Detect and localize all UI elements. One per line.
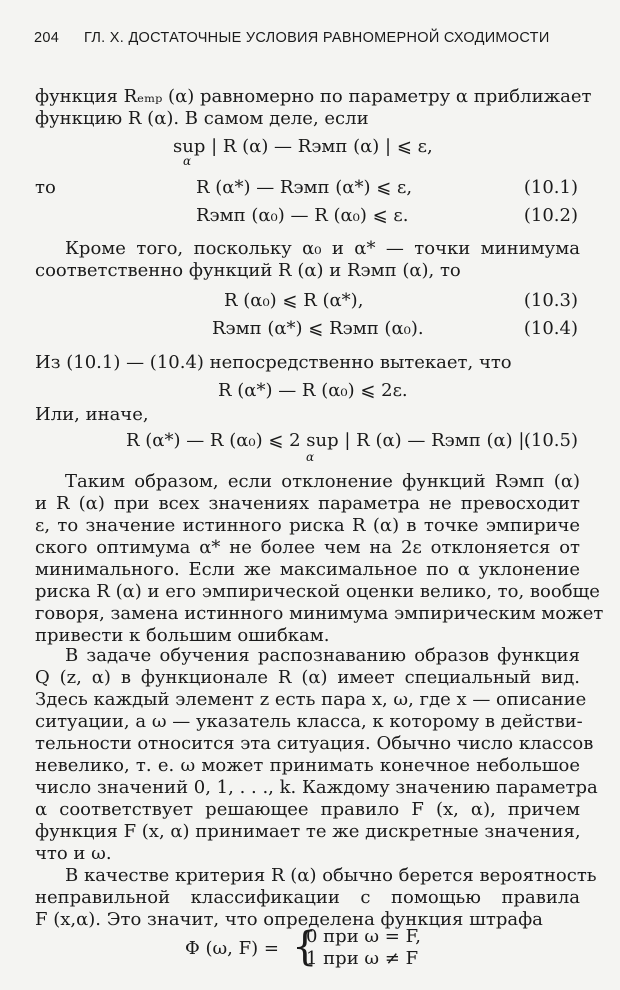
text-line: Кроме того, поскольку α₀ и α* — точки минимума bbox=[65, 238, 580, 259]
case-line: 1 при ω ≠ F bbox=[306, 948, 419, 969]
cases-brace: { bbox=[292, 924, 318, 970]
text-line: Таким образом, если отклонение функций Rэмп (α) bbox=[65, 471, 580, 492]
equation-number: (10.2) bbox=[523, 205, 578, 226]
text-line: соответственно функций R (α) и Rэмп (α), то bbox=[35, 260, 461, 281]
text-line: невелико, т. е. ω может принимать конечное небольшое bbox=[35, 755, 580, 776]
text-line: неправильной классификации с помощью правила bbox=[35, 887, 580, 908]
then-word: то bbox=[35, 177, 56, 198]
text-line: В задаче обучения распознаванию образов функция bbox=[65, 645, 580, 666]
text-line: ского оптимума α* не более чем на 2ε отклоняется от bbox=[35, 537, 580, 558]
text-line: функция Rₑₘₚ (α) равномерно по параметру α приближает bbox=[35, 86, 592, 107]
running-title: ГЛ. X. ДОСТАТОЧНЫЕ УСЛОВИЯ РАВНОМЕРНОЙ СХОДИМОСТИ bbox=[84, 30, 550, 46]
text-line: тельности относится эта ситуация. Обычно число классов bbox=[35, 733, 594, 754]
text-line: что и ω. bbox=[35, 843, 112, 864]
text-line: В качестве критерия R (α) обычно берется вероятность bbox=[65, 865, 597, 886]
text-line: ε, то значение истинного риска R (α) в точке эмпириче bbox=[35, 515, 580, 536]
equation-10-5: R (α*) — R (α₀) ⩽ 2 sup | R (α) — Rэмп (α) |. bbox=[126, 430, 531, 451]
phi-lhs: Φ (ω, F) = bbox=[185, 938, 279, 959]
equation-number: (10.1) bbox=[523, 177, 578, 198]
equation-10-3: R (α₀) ⩽ R (α*), bbox=[224, 290, 364, 311]
equation-number: (10.5) bbox=[523, 430, 578, 451]
text-line: число значений 0, 1, . . ., k. Каждому значению параметра bbox=[35, 777, 598, 798]
equation-number: (10.3) bbox=[523, 290, 578, 311]
text-line: Q (z, α) в функционале R (α) имеет специальный вид. bbox=[35, 667, 580, 688]
running-header bbox=[34, 22, 594, 50]
sup-subscript: α bbox=[183, 154, 192, 168]
text-line: α соответствует решающее правило F (x, α), причем bbox=[35, 799, 580, 820]
text-line: Или, иначе, bbox=[35, 404, 149, 425]
equation-inequality: R (α*) — R (α₀) ⩽ 2ε. bbox=[218, 380, 408, 401]
text-line: функцию R (α). В самом деле, если bbox=[35, 108, 369, 129]
text-line: привести к большим ошибкам. bbox=[35, 625, 330, 646]
case-line: 0 при ω = F, bbox=[306, 926, 422, 947]
equation-10-1: R (α*) — Rэмп (α*) ⩽ ε, bbox=[196, 177, 413, 198]
text-line: говоря, замена истинного минимума эмпирическим может bbox=[35, 603, 604, 624]
equation-10-2: Rэмп (α₀) — R (α₀) ⩽ ε. bbox=[196, 205, 409, 226]
text-line: ситуации, а ω — указатель класса, к которому в действи- bbox=[35, 711, 583, 732]
sup-subscript: α bbox=[306, 450, 315, 464]
text-line: Из (10.1) — (10.4) непосредственно вытекает, что bbox=[35, 352, 512, 373]
sup-equation: sup | R (α) — Rэмп (α) | ⩽ ε, bbox=[173, 136, 433, 157]
equation-number: (10.4) bbox=[523, 318, 578, 339]
page-number: 204 bbox=[34, 30, 60, 46]
text-line: и R (α) при всех значениях параметра не превосходит bbox=[35, 493, 580, 514]
equation-10-4: Rэмп (α*) ⩽ Rэмп (α₀). bbox=[212, 318, 424, 339]
text-line: функция F (x, α) принимает те же дискретные значения, bbox=[35, 821, 581, 842]
text-line: минимального. Если же максимальное по α уклонение bbox=[35, 559, 580, 580]
text-line: F (x,α). Это значит, что определена функция штрафа bbox=[35, 909, 543, 930]
text-line: Здесь каждый элемент z есть пара x, ω, где x — описание bbox=[35, 689, 587, 710]
text-line: риска R (α) и его эмпирической оценки велико, то, вообще bbox=[35, 581, 600, 602]
